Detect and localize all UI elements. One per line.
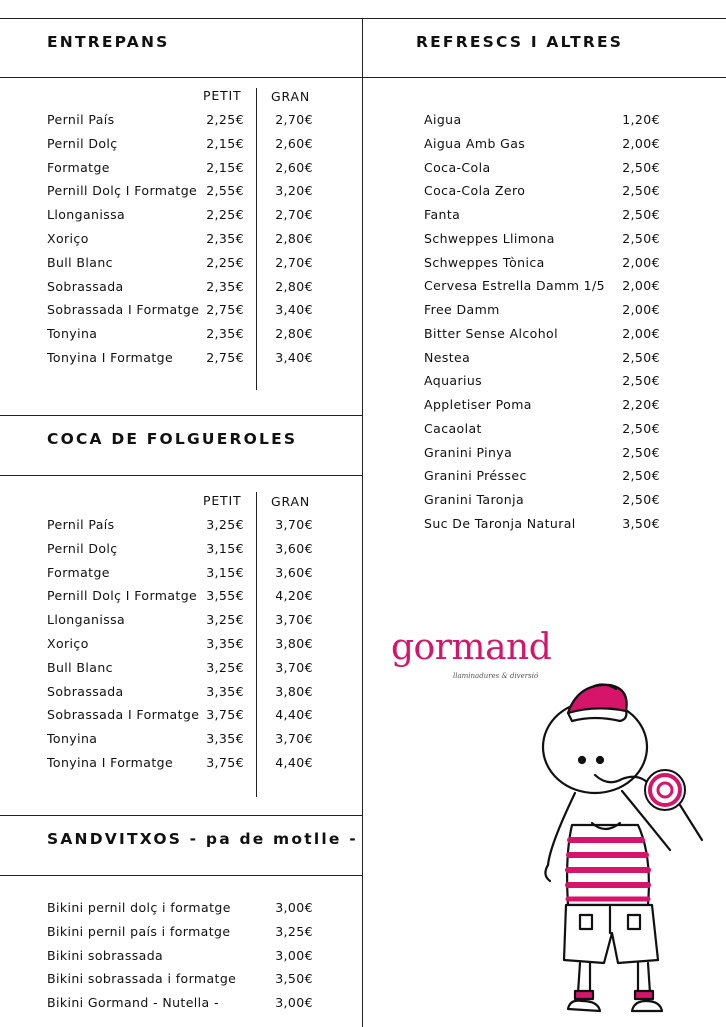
price: 2,50€ xyxy=(622,207,660,222)
item-name: Coca-Cola Zero xyxy=(424,183,526,199)
price-gran: 3,70€ xyxy=(275,517,313,532)
price-petit: 2,55€ xyxy=(206,183,244,199)
item-name: Sobrassada xyxy=(47,683,124,699)
entrepans-row xyxy=(47,279,317,299)
item-name: Pernil País xyxy=(47,112,115,127)
logo-tagline: llaminadures & diversió xyxy=(453,672,539,680)
refrescs-row xyxy=(424,302,660,322)
item-name: Pernil País xyxy=(47,517,115,532)
item-name: Bull Blanc xyxy=(47,254,113,270)
refrescs-title: REFRESCS I ALTRES xyxy=(416,33,624,51)
coca-row xyxy=(47,755,317,775)
price-petit: 2,25€ xyxy=(206,254,244,270)
price: 2,50€ xyxy=(622,420,660,436)
item-name: Xoriço xyxy=(47,636,89,651)
price-gran: 2,60€ xyxy=(275,159,313,175)
price-gran: 2,70€ xyxy=(275,207,313,223)
price-petit: 2,25€ xyxy=(206,112,244,127)
item-name: Aquarius xyxy=(424,373,483,389)
price: 2,20€ xyxy=(622,397,660,412)
entrepans-row xyxy=(47,112,317,132)
price: 2,50€ xyxy=(622,468,660,484)
lollipop-icon xyxy=(645,770,685,810)
price-petit: 3,25€ xyxy=(206,659,244,675)
price-gran: 3,70€ xyxy=(275,612,313,628)
price: 2,50€ xyxy=(622,444,660,460)
price-petit: 2,35€ xyxy=(206,278,244,294)
coca-row xyxy=(47,636,317,656)
entrepans-row xyxy=(47,231,317,251)
price-petit: 3,75€ xyxy=(206,755,244,770)
price-gran: 2,70€ xyxy=(275,254,313,270)
price-petit: 3,75€ xyxy=(206,707,244,723)
item-name: Schweppes Llimona xyxy=(424,230,555,246)
price-petit: 3,35€ xyxy=(206,636,244,651)
item-name: Nestea xyxy=(424,349,471,365)
entrepans-header-line xyxy=(0,77,726,78)
refrescs-row xyxy=(424,183,660,203)
refrescs-row xyxy=(424,160,660,180)
refrescs-row xyxy=(424,397,660,417)
item-name: Bikini sobrassada xyxy=(47,947,164,963)
sandvitxos-row xyxy=(47,900,313,920)
price: 2,50€ xyxy=(622,492,660,507)
price: 3,50€ xyxy=(622,515,660,531)
price: 2,50€ xyxy=(622,159,660,175)
entrepans-row xyxy=(47,207,317,227)
price-gran: 3,20€ xyxy=(275,183,313,199)
item-name: Schweppes Tònica xyxy=(424,254,545,270)
item-name: Sobrassada I Formatge xyxy=(47,707,200,723)
entrepans-col-gran: GRAN xyxy=(271,89,310,104)
item-name: Suc De Taronja Natural xyxy=(424,515,576,531)
refrescs-row xyxy=(424,492,660,512)
price: 2,00€ xyxy=(622,254,660,270)
price-gran: 2,80€ xyxy=(275,231,313,246)
coca-col-petit: PETIT xyxy=(203,493,242,508)
price: 3,25€ xyxy=(275,923,313,939)
refrescs-row xyxy=(424,326,660,346)
sandvitxos-title: SANDVITXOS - pa de motlle - xyxy=(47,830,358,848)
entrepans-row xyxy=(47,302,317,322)
price-petit: 3,55€ xyxy=(206,588,244,604)
coca-header-line xyxy=(0,475,363,476)
item-name: Pernill Dolç I Formatge xyxy=(47,183,198,199)
price: 2,50€ xyxy=(622,230,660,246)
refrescs-row xyxy=(424,278,660,298)
sandvitxos-row xyxy=(47,971,313,991)
sandvitxos-row xyxy=(47,948,313,968)
item-name: Granini Taronja xyxy=(424,492,525,507)
item-name: Cacaolat xyxy=(424,420,482,436)
item-name: Granini Pinya xyxy=(424,444,513,460)
price-petit: 3,35€ xyxy=(206,683,244,699)
coca-row xyxy=(47,684,317,704)
refrescs-row xyxy=(424,373,660,393)
coca-row xyxy=(47,565,317,585)
price-gran: 2,70€ xyxy=(275,112,313,127)
price-petit: 2,75€ xyxy=(206,302,244,318)
price-petit: 2,25€ xyxy=(206,207,244,223)
price-gran: 3,70€ xyxy=(275,731,313,747)
refrescs-row xyxy=(424,350,660,370)
sandvitxos-row xyxy=(47,995,313,1015)
item-name: Bitter Sense Alcohol xyxy=(424,325,558,341)
price: 3,00€ xyxy=(275,947,313,963)
item-name: Tonyina I Formatge xyxy=(47,350,174,365)
price: 3,00€ xyxy=(275,900,313,915)
refrescs-row xyxy=(424,445,660,465)
price: 2,50€ xyxy=(622,373,660,389)
item-name: Fanta xyxy=(424,207,461,222)
entrepans-row xyxy=(47,326,317,346)
price: 2,00€ xyxy=(622,135,660,151)
price-petit: 3,35€ xyxy=(206,731,244,747)
coca-title: COCA DE FOLGUEROLES xyxy=(47,430,298,448)
coca-row xyxy=(47,588,317,608)
price: 2,50€ xyxy=(622,183,660,199)
coca-row xyxy=(47,541,317,561)
coca-row xyxy=(47,731,317,751)
refrescs-row xyxy=(424,231,660,251)
coca-row xyxy=(47,660,317,680)
price: 2,00€ xyxy=(622,325,660,341)
item-name: Tonyina xyxy=(47,731,98,747)
mascot-illustration xyxy=(520,675,720,1025)
coca-row xyxy=(47,707,317,727)
item-name: Pernill Dolç I Formatge xyxy=(47,588,198,604)
price: 3,00€ xyxy=(275,995,313,1011)
refrescs-row xyxy=(424,112,660,132)
item-name: Llonganissa xyxy=(47,612,126,628)
item-name: Pernil Dolç xyxy=(47,540,118,556)
price-gran: 3,60€ xyxy=(275,564,313,580)
refrescs-row xyxy=(424,136,660,156)
price: 2,00€ xyxy=(622,278,660,294)
entrepans-row xyxy=(47,255,317,275)
item-name: Cervesa Estrella Damm 1/5 xyxy=(424,278,605,294)
price-petit: 3,15€ xyxy=(206,540,244,556)
entrepans-row xyxy=(47,183,317,203)
price-gran: 3,40€ xyxy=(275,302,313,318)
price: 1,20€ xyxy=(622,112,660,127)
item-name: Xoriço xyxy=(47,231,89,246)
coca-row xyxy=(47,612,317,632)
price-petit: 2,35€ xyxy=(206,231,244,246)
price-petit: 3,25€ xyxy=(206,612,244,628)
item-name: Tonyina xyxy=(47,326,98,342)
sandvitxos-top-line xyxy=(0,815,363,816)
coca-row xyxy=(47,517,317,537)
item-name: Appletiser Poma xyxy=(424,397,532,412)
refrescs-row xyxy=(424,421,660,441)
top-border xyxy=(0,18,726,19)
entrepans-row xyxy=(47,136,317,156)
price-gran: 2,60€ xyxy=(275,135,313,151)
coca-col-gran: GRAN xyxy=(271,494,310,509)
price: 2,00€ xyxy=(622,302,660,317)
item-name: Bikini Gormand - Nutella - xyxy=(47,995,219,1011)
price-gran: 4,40€ xyxy=(275,707,313,723)
item-name: Bikini sobrassada i formatge xyxy=(47,971,237,987)
entrepans-title: ENTREPANS xyxy=(47,33,170,51)
price-gran: 3,40€ xyxy=(275,350,313,365)
price-gran: 3,70€ xyxy=(275,659,313,675)
item-name: Aigua xyxy=(424,112,462,127)
item-name: Free Damm xyxy=(424,302,500,317)
price-petit: 2,15€ xyxy=(206,159,244,175)
sandvitxos-header-line xyxy=(0,875,363,876)
price-petit: 3,25€ xyxy=(206,517,244,532)
entrepans-col-petit: PETIT xyxy=(203,88,242,103)
item-name: Sobrassada xyxy=(47,278,124,294)
price-gran: 4,40€ xyxy=(275,755,313,770)
price-petit: 2,35€ xyxy=(206,326,244,342)
refrescs-row xyxy=(424,468,660,488)
item-name: Formatge xyxy=(47,159,110,175)
price-gran: 3,80€ xyxy=(275,683,313,699)
item-name: Coca-Cola xyxy=(424,159,491,175)
price-gran: 2,80€ xyxy=(275,278,313,294)
price-petit: 2,75€ xyxy=(206,350,244,365)
lollipop-stick xyxy=(680,805,702,840)
item-name: Sobrassada I Formatge xyxy=(47,302,200,318)
sandvitxos-row xyxy=(47,924,313,944)
item-name: Aigua Amb Gas xyxy=(424,135,526,151)
item-name: Tonyina I Formatge xyxy=(47,755,174,770)
price-gran: 2,80€ xyxy=(275,326,313,342)
price: 3,50€ xyxy=(275,971,313,987)
price-gran: 3,60€ xyxy=(275,540,313,556)
item-name: Bikini pernil dolç i formatge xyxy=(47,900,231,915)
refrescs-row xyxy=(424,516,660,536)
entrepans-row xyxy=(47,350,317,370)
entrepans-row xyxy=(47,160,317,180)
refrescs-row xyxy=(424,207,660,227)
coca-top-line xyxy=(0,415,363,416)
price: 2,50€ xyxy=(622,349,660,365)
item-name: Bikini pernil país i formatge xyxy=(47,923,231,939)
price-petit: 3,15€ xyxy=(206,564,244,580)
item-name: Llonganissa xyxy=(47,207,126,223)
item-name: Formatge xyxy=(47,564,110,580)
item-name: Granini Préssec xyxy=(424,468,527,484)
logo-wordmark: gormand xyxy=(391,627,552,668)
refrescs-row xyxy=(424,255,660,275)
item-name: Pernil Dolç xyxy=(47,135,118,151)
price-petit: 2,15€ xyxy=(206,135,244,151)
item-name: Bull Blanc xyxy=(47,659,113,675)
price-gran: 4,20€ xyxy=(275,588,313,604)
price-gran: 3,80€ xyxy=(275,636,313,651)
